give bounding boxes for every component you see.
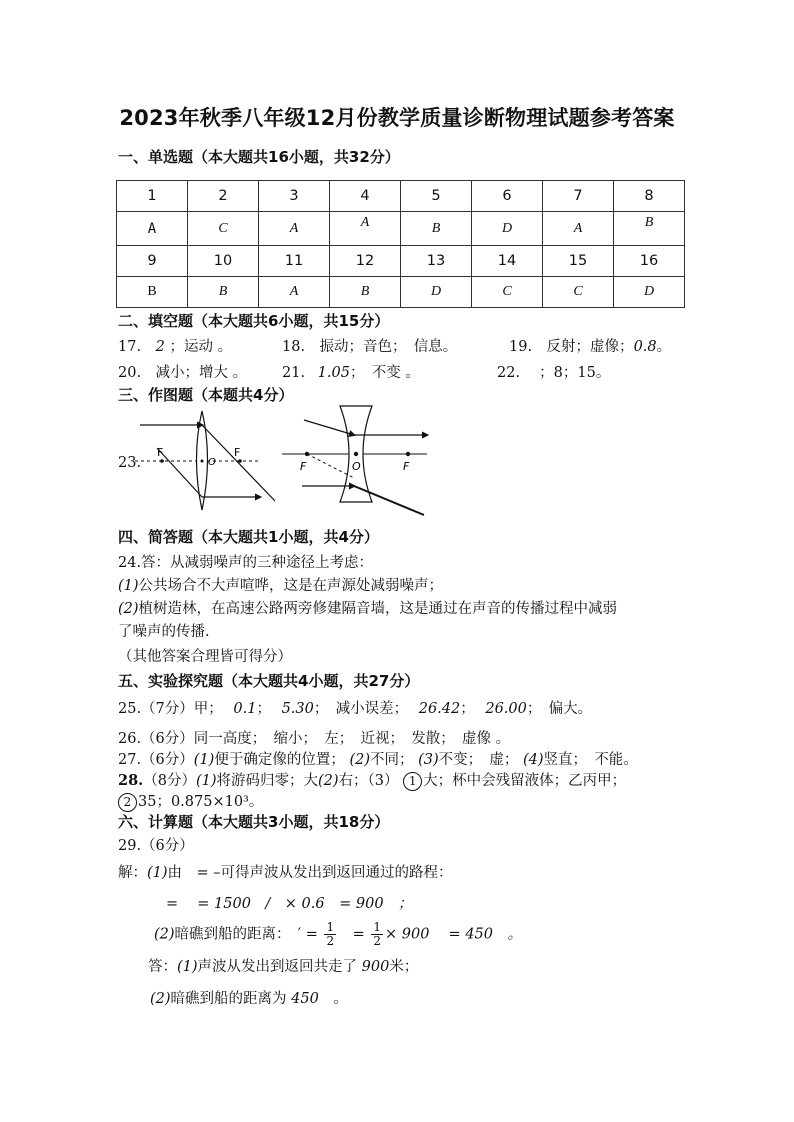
table-cell: 15: [543, 246, 614, 277]
q28-a: 28.: [118, 772, 144, 789]
answer-21-c: ； 不变 。: [349, 365, 420, 381]
circled-number: 1: [403, 772, 422, 791]
q27-d: (2): [349, 752, 370, 768]
focus-label-right: F: [403, 460, 410, 473]
s4-b: (1): [177, 959, 198, 975]
point-text: 植树造林，在高速公路两旁修建隔音墙，这是通过在声音的传播过程中减弱: [138, 601, 618, 617]
table-cell: 4: [330, 181, 401, 212]
q27-f: (3): [418, 752, 439, 768]
page-title: 2023年秋季八年级12月份教学质量诊断物理试题参考答案: [119, 106, 675, 130]
table-cell: A: [117, 212, 188, 246]
focus-label-right: F: [234, 446, 241, 459]
optical-center-label: O: [352, 460, 361, 473]
solution-line-1: [118, 861, 453, 882]
answer-29-header: 29.（6分）: [118, 838, 194, 854]
table-cell: 1: [117, 181, 188, 212]
fraction-denominator: 2: [373, 934, 382, 948]
answer-19-a: 19. 反射；虚像；: [509, 339, 634, 355]
focus-label-left: F: [157, 446, 164, 459]
conclusion-line-1: [148, 955, 418, 976]
table-cell: 10: [188, 246, 259, 277]
table-row: [117, 246, 685, 277]
concave-lens-diagram: [282, 404, 432, 519]
s5-a: (2): [150, 991, 171, 1007]
table-cell: 2: [188, 181, 259, 212]
answer-24-note: （其他答案合理皆可得分）: [118, 649, 292, 665]
answer-28-cont: [118, 790, 263, 812]
answer-19-c: 。: [656, 339, 672, 355]
table-cell: D: [472, 212, 543, 246]
fraction-denominator: 2: [326, 934, 335, 948]
table-cell: 13: [401, 246, 472, 277]
s5-d: 。: [318, 991, 348, 1007]
q28-c: (1): [195, 773, 217, 789]
table-cell: B: [117, 277, 188, 308]
answer-17-b: ；运动 。: [169, 339, 233, 355]
answer-20: 20. 减小；增大 。: [118, 365, 248, 381]
table-row: [117, 181, 685, 212]
q25-f: 26.42: [418, 701, 461, 717]
fraction-numerator: 1: [373, 920, 382, 934]
answer-24-point-2: [118, 597, 617, 618]
table-cell: C: [188, 212, 259, 246]
point-num: (1): [118, 578, 139, 594]
conclusion-line-2: [150, 987, 348, 1008]
q25-b: 0.1: [233, 701, 257, 717]
section-6-heading: 六、计算题（本大题共3小题，共18分）: [118, 813, 390, 831]
s5-c: 450: [291, 991, 319, 1007]
table-cell: 8: [614, 181, 685, 212]
table-cell: C: [543, 277, 614, 308]
q25-h: 26.00: [485, 701, 527, 717]
table-cell: 5: [401, 181, 472, 212]
answer-27: [118, 748, 638, 769]
table-cell: 14: [472, 246, 543, 277]
answer-22: 22. ；8；15。: [497, 365, 611, 381]
convex-lens-diagram: [135, 408, 275, 513]
q28-e: (2): [318, 773, 339, 789]
fraction-half: [324, 921, 336, 948]
table-cell: A: [330, 212, 401, 246]
q27-e: 不同；: [370, 752, 414, 768]
fraction-numerator: 1: [326, 920, 335, 934]
table-cell: A: [259, 277, 330, 308]
table-cell: B: [188, 277, 259, 308]
section-5-heading: 五、实验探究题（本大题共4小题，共27分）: [118, 672, 420, 690]
table-cell: B: [330, 277, 401, 308]
table-cell: C: [472, 277, 543, 308]
q25-a: 25.（7分）甲；: [118, 701, 223, 717]
circled-number: 2: [118, 793, 137, 812]
s3-c: =: [338, 926, 365, 943]
q28-b: （8分）: [143, 773, 196, 789]
table-cell: A: [259, 212, 330, 246]
q27-g: 不变； 虚；: [438, 752, 519, 768]
answer-17-a: 2: [155, 339, 165, 355]
solution-line-2: = = 1500 / × 0.6 = 900 ；: [166, 896, 413, 912]
q25-e: ； 减小误差；: [313, 701, 409, 717]
table-cell: 12: [330, 246, 401, 277]
answer-table: [116, 180, 685, 308]
q28-d: 将游码归零；大: [216, 773, 319, 789]
s5-b: 暗礁到船的距离为: [170, 991, 287, 1007]
section-2-heading: 二、填空题（本大题共6小题，共15分）: [118, 312, 390, 330]
q28-g: 大；杯中会残留液体；乙丙甲；: [423, 773, 627, 789]
q27-h: (4): [523, 752, 544, 768]
table-cell: B: [401, 212, 472, 246]
s4-d: 900: [361, 959, 390, 975]
s4-a: 答：: [148, 959, 177, 975]
q27-c: 便于确定像的位置；: [214, 752, 345, 768]
table-cell: 11: [259, 246, 330, 277]
answer-21-b: 1.05: [317, 365, 350, 381]
s3-d: × 900 = 450 。: [385, 926, 522, 943]
optical-center-label: O: [208, 457, 216, 468]
focus-label-left: F: [300, 460, 307, 473]
answer-21-a: 21.: [282, 365, 306, 381]
q28-f: 右；（3）: [338, 773, 399, 789]
answer-26: 26.（6分）同一高度； 缩小； 左； 近视； 发散； 虚像 。: [118, 731, 511, 747]
answer-23-label: 23.: [118, 455, 142, 471]
answer-17: [118, 335, 232, 356]
answer-18: 18. 振动；音色； 信息。: [282, 339, 458, 355]
table-cell: 9: [117, 246, 188, 277]
answer-24-intro: 24.答：从减弱噪声的三种途径上考虑：: [118, 555, 374, 571]
table-cell: 16: [614, 246, 685, 277]
answer-24-point-2-cont: 了噪声的传播.: [118, 624, 210, 640]
point-num: (2): [118, 601, 139, 617]
section-3-heading: 三、作图题（本题共4分）: [118, 386, 294, 404]
q28-h: 35；0.875×10³。: [138, 794, 264, 810]
s3-b: 暗礁到船的距离： ′ =: [174, 926, 318, 943]
table-row: [117, 212, 685, 246]
answer-19: [509, 335, 671, 356]
fraction-half: [371, 921, 383, 948]
answer-28: [118, 769, 626, 791]
answer-24-point-1: [118, 574, 443, 595]
q27-b: (1): [193, 752, 215, 768]
q25-c: ；: [256, 701, 271, 717]
s3-a: (2): [154, 926, 175, 943]
solution-line-3: [154, 921, 522, 948]
table-row: [117, 277, 685, 308]
table-cell: 7: [543, 181, 614, 212]
s4-e: 米；: [389, 959, 419, 975]
table-cell: 3: [259, 181, 330, 212]
q25-g: ；: [460, 701, 475, 717]
q27-i: 竖直； 不能。: [543, 752, 638, 768]
answer-21: [282, 361, 420, 382]
q25-d: 5.30: [281, 701, 314, 717]
section-4-heading: 四、简答题（本大题共1小题，共4分）: [118, 528, 379, 546]
s1-b: (1): [147, 865, 168, 881]
s4-c: 声波从发出到返回共走了: [197, 959, 358, 975]
s1-a: 解：: [118, 865, 147, 881]
answer-25: [118, 697, 592, 718]
answer-17-num: 17.: [118, 339, 142, 355]
answer-19-b: 0.8: [633, 339, 657, 355]
q25-i: ； 偏大。: [526, 701, 593, 717]
table-cell: B: [614, 212, 685, 246]
table-cell: D: [614, 277, 685, 308]
point-text: 公共场合不大声喧哗，这是在声源处减弱噪声；: [138, 578, 444, 594]
table-cell: 6: [472, 181, 543, 212]
table-cell: D: [401, 277, 472, 308]
table-cell: A: [543, 212, 614, 246]
section-1-heading: 一、单选题（本大题共16小题，共32分）: [118, 148, 400, 166]
q27-a: 27.（6分）: [118, 752, 194, 768]
s1-c: 由 = –可得声波从发出到返回通过的路程：: [167, 865, 453, 881]
